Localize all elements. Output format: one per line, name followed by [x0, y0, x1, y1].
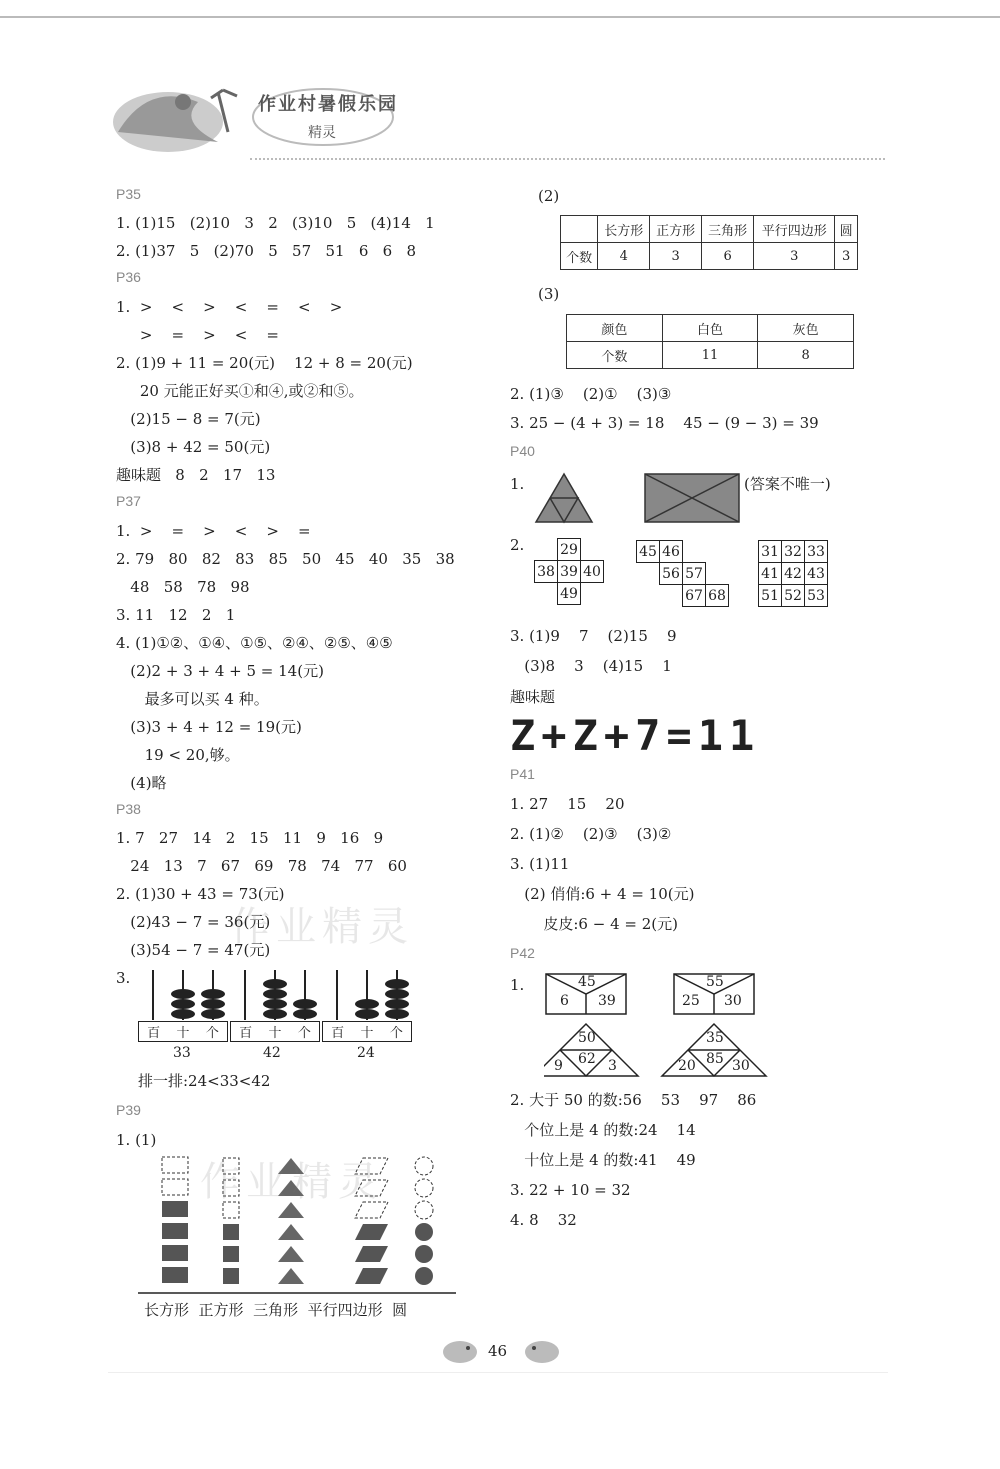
- p37-line9: 19 < 20,够。: [116, 746, 240, 764]
- p37-line6: (2)2 + 3 + 4 + 5 = 14(元): [116, 662, 324, 680]
- n2-c: 68: [706, 585, 729, 607]
- p35-line1: 1. (1)15 (2)10 3 2 (3)10 5 (4)14 1: [116, 214, 435, 232]
- p41-line2: 2. (1)② (2)③ (3)②: [510, 825, 672, 843]
- p40-fun: 趣味题: [510, 688, 556, 706]
- header-title: 作业村暑假乐园: [258, 94, 398, 115]
- n1-c: 40: [581, 561, 604, 583]
- p36-line2: > = > < =: [116, 326, 279, 344]
- abacus-3-value: 24: [357, 1045, 375, 1061]
- abacus-3-tens: 十: [360, 1026, 374, 1041]
- p37-line8: (3)3 + 4 + 12 = 19(元): [116, 718, 302, 736]
- tri3-top: 50: [578, 1030, 596, 1046]
- n3-c: 53: [805, 585, 828, 607]
- p37-line3: 48 58 78 98: [116, 578, 250, 596]
- tri4-top: 35: [706, 1030, 724, 1046]
- t2-h1: 颜色: [567, 315, 663, 342]
- r-line-a: 2. (1)③ (2)① (3)③: [510, 385, 672, 403]
- abacus-1-value: 33: [173, 1045, 191, 1061]
- t2-v2: 8: [758, 342, 854, 369]
- p37-label: P37: [116, 493, 141, 509]
- t1-h2: 正方形: [650, 216, 702, 243]
- tri1-top: 45: [578, 974, 596, 990]
- t1-h3: 三角形: [702, 216, 754, 243]
- tri4-right: 30: [732, 1058, 750, 1074]
- p38-line6: 3.: [116, 969, 131, 987]
- p38-line1: 1. 7 27 14 2 15 11 9 16 9: [116, 829, 384, 847]
- p37-line1: 1. > = > < > =: [116, 522, 311, 540]
- p42-line3: 个位上是 4 的数:24 14: [510, 1121, 696, 1139]
- header-dotted-rule: [250, 158, 885, 160]
- t1-h4: 平行四边形: [754, 216, 835, 243]
- p41-line3: 3. (1)11: [510, 855, 570, 873]
- header-subtitle: 精灵: [308, 125, 336, 141]
- abacus-3-base: [322, 1021, 412, 1042]
- p36-line5: (2)15 − 8 = 7(元): [116, 410, 261, 428]
- p37-line10: (4)略: [116, 774, 167, 792]
- t2-h2: 白色: [662, 315, 758, 342]
- n2-c: 46: [660, 541, 683, 563]
- n1-c: 39: [558, 561, 581, 583]
- p38-line4: (2)43 − 7 = 36(元): [116, 913, 271, 931]
- tri2-left: 25: [682, 993, 700, 1009]
- p42-line4: 十位上是 4 的数:41 49: [510, 1151, 696, 1169]
- bird-left-icon: [440, 1336, 480, 1366]
- abacus-2-value: 42: [263, 1045, 281, 1061]
- p36-line7: 趣味题 8 2 17 13: [116, 466, 276, 484]
- p37-line7: 最多可以买 4 种。: [116, 690, 269, 708]
- p35-label: P35: [116, 186, 141, 202]
- p39-label: P39: [116, 1102, 141, 1118]
- n3-c: 41: [759, 563, 782, 585]
- tri1-right: 39: [598, 993, 616, 1009]
- n3-c: 42: [782, 563, 805, 585]
- p40-note: (答案不唯一): [744, 475, 831, 493]
- p42-line5: 3. 22 + 10 = 32: [510, 1181, 631, 1199]
- n1-c: 38: [535, 561, 558, 583]
- n2-c: 57: [683, 563, 706, 585]
- t1-v5: 3: [835, 243, 858, 270]
- bird-right-icon: [522, 1336, 562, 1366]
- r-line-b: 3. 25 − (4 + 3) = 18 45 − (9 − 3) = 39: [510, 414, 819, 432]
- abacus-2-tens: 十: [268, 1026, 282, 1041]
- abacus-2-hundreds: 百: [239, 1026, 253, 1041]
- n3-c: 32: [782, 541, 805, 563]
- tri4-mid: 85: [706, 1051, 724, 1067]
- top-rule: [0, 16, 1000, 18]
- abacus-1-base: [138, 1021, 228, 1042]
- n3-c: 52: [782, 585, 805, 607]
- color-count-table: [566, 314, 854, 369]
- p42-line2: 2. 大于 50 的数:56 53 97 86: [510, 1091, 757, 1109]
- p36-line3: 2. (1)9 + 11 = 20(元) 12 + 8 = 20(元): [116, 354, 413, 372]
- p41-line4: (2) 俏俏:6 + 4 = 10(元): [510, 885, 695, 903]
- abacus-2-ones: 个: [297, 1026, 311, 1041]
- tri3-mid: 62: [578, 1051, 596, 1067]
- abacus-1-hundreds: 百: [147, 1026, 161, 1041]
- p37-line5: 4. (1)①②、①④、①⑤、②④、②⑤、④⑤: [116, 634, 393, 652]
- matchstick-equation: Z+Z+7=11: [510, 711, 761, 760]
- t1-h5: 圆: [835, 216, 858, 243]
- q3-label: (3): [538, 285, 560, 303]
- p37-line2: 2. 79 80 82 83 85 50 45 40 35 38: [116, 550, 455, 568]
- abacus-3-hundreds: 百: [331, 1026, 345, 1041]
- shape-count-table: [560, 215, 858, 270]
- p37-line4: 3. 11 12 2 1: [116, 606, 236, 624]
- bottom-rule: [108, 1372, 888, 1373]
- p38-label: P38: [116, 801, 141, 817]
- p36-line4: 20 元能正好买①和④,或②和⑤。: [116, 382, 364, 400]
- p40-line3: 3. (1)9 7 (2)15 9: [510, 627, 677, 645]
- p40-label: P40: [510, 443, 535, 459]
- watermark-1: 作业精灵: [230, 904, 414, 950]
- t1-v2: 3: [650, 243, 702, 270]
- p36-label: P36: [116, 269, 141, 285]
- abacus-1-ones: 个: [205, 1026, 219, 1041]
- t1-row-label: 个数: [561, 243, 598, 270]
- abacus-2-base: [230, 1021, 320, 1042]
- p40-line4: (3)8 3 (4)15 1: [510, 657, 672, 675]
- p42-label: P42: [510, 945, 535, 961]
- net-grid-2: [636, 540, 729, 607]
- t1-v1: 4: [598, 243, 650, 270]
- tri2-top: 55: [706, 974, 724, 990]
- p40-line2: 2.: [510, 536, 525, 554]
- p40-shapes: [534, 472, 744, 524]
- n3-c: 33: [805, 541, 828, 563]
- header-wave-icon: [108, 72, 448, 162]
- p41-line5: 皮皮:6 − 4 = 2(元): [510, 915, 678, 933]
- n2-c: 45: [637, 541, 660, 563]
- abacus-3-ones: 个: [389, 1026, 403, 1041]
- n3-c: 51: [759, 585, 782, 607]
- t1-v3: 6: [702, 243, 754, 270]
- header-banner: [108, 72, 448, 162]
- n2-c: 67: [683, 585, 706, 607]
- watermark-2: 作业精灵: [200, 1159, 384, 1205]
- tri3-right: 3: [608, 1058, 617, 1074]
- p42-line1: 1.: [510, 976, 525, 994]
- p41-label: P41: [510, 766, 535, 782]
- p38-line5: (3)54 − 7 = 47(元): [116, 941, 271, 959]
- p38-rank: 排一排:24<33<42: [138, 1072, 271, 1090]
- p39-line1: 1. (1): [116, 1131, 157, 1149]
- p35-line2: 2. (1)37 5 (2)70 5 57 51 6 6 8: [116, 242, 417, 260]
- net-grid-3: [758, 540, 828, 607]
- t1-h1: 长方形: [598, 216, 650, 243]
- p36-line1: 1. > < > < = < >: [116, 298, 343, 316]
- tri2-right: 30: [724, 993, 742, 1009]
- tri4-left: 20: [678, 1058, 696, 1074]
- tri1-left: 6: [560, 993, 569, 1009]
- n3-c: 43: [805, 563, 828, 585]
- t1-v4: 3: [754, 243, 835, 270]
- abacus-group: [138, 962, 418, 1072]
- t2-h3: 灰色: [758, 315, 854, 342]
- tri3-left: 9: [554, 1058, 563, 1074]
- page-number: 46: [488, 1342, 508, 1360]
- shape-axis-labels: 长方形 正方形 三角形 平行四边形 圆: [144, 1301, 408, 1319]
- t2-row-label: 个数: [567, 342, 663, 369]
- n1-c: 49: [558, 583, 581, 605]
- p38-line2: 24 13 7 67 69 78 74 77 60: [116, 857, 407, 875]
- p40-line1: 1.: [510, 475, 525, 493]
- p41-line1: 1. 27 15 20: [510, 795, 625, 813]
- p38-line3: 2. (1)30 + 43 = 73(元): [116, 885, 285, 903]
- abacus-1-tens: 十: [176, 1026, 190, 1041]
- net-grid-1: [534, 538, 604, 605]
- n2-c: 56: [660, 563, 683, 585]
- p42-line6: 4. 8 32: [510, 1211, 577, 1229]
- p36-line6: (3)8 + 42 = 50(元): [116, 438, 271, 456]
- t2-v1: 11: [662, 342, 758, 369]
- n1-c: 29: [558, 539, 581, 561]
- n3-c: 31: [759, 541, 782, 563]
- q2-label: (2): [538, 187, 560, 205]
